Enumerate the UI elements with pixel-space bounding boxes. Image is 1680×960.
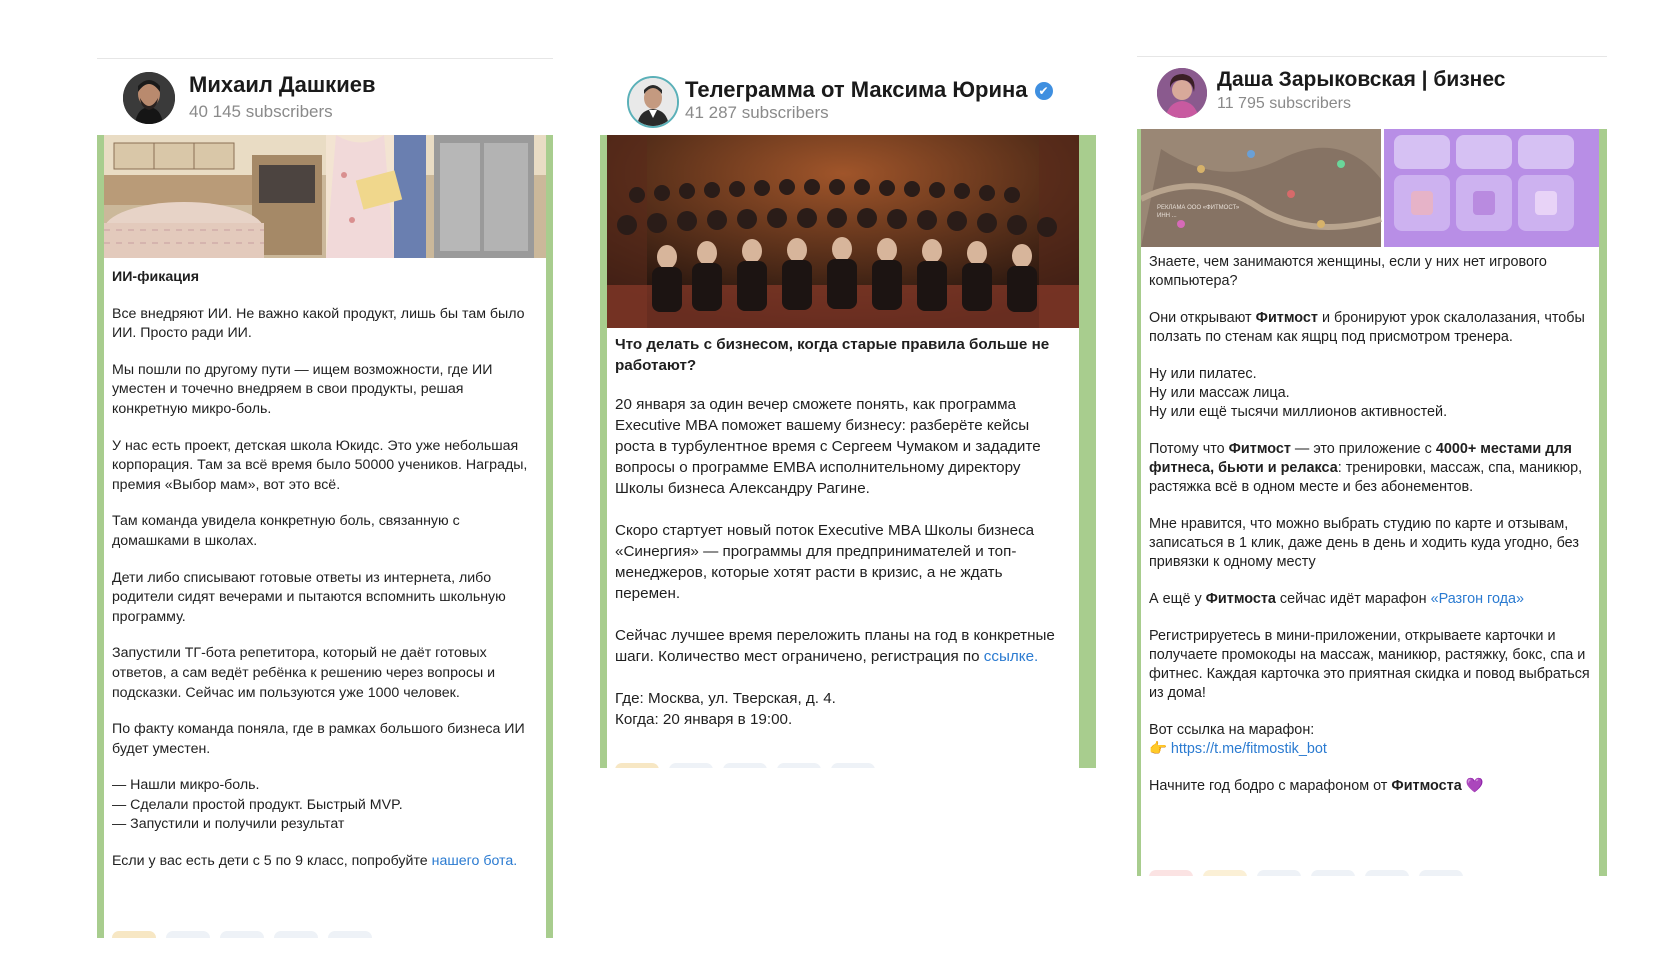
channel-header[interactable]: [97, 58, 553, 136]
paragraph-text: Если у вас есть дети с 5 по 9 класс, попробуйте: [112, 853, 432, 870]
list-item: Ну или ещё тысячи миллионов активностей.: [1149, 404, 1448, 420]
reactions-row[interactable]: [112, 931, 382, 938]
paragraph: Скоро стартует новый поток Executive MBA Школы бизнеса «Синергия» — программы для предпринимателей и топ-менеджеров, которые хотят расти в кризис, а не ждать перемен.: [615, 522, 1035, 602]
event-time: Когда: 20 января в 19:00.: [615, 711, 793, 728]
highlight-text: 4000+ местами для фитнеса, бьюти и релакса: [1149, 441, 1572, 476]
paragraph: [1149, 440, 1591, 497]
paragraph: Запустили ТГ-бота репетитора, который не даёт готовых ответов, а сам ведёт ребёнка к решению через вопросы и подсказки. Сейчас им пользуются уже 1000 человек.: [112, 645, 496, 701]
list-item: — Сделали простой продукт. Быстрый MVP.: [112, 796, 403, 813]
reaction-chip[interactable]: [723, 763, 767, 768]
post-heading: ИИ-фикация: [112, 269, 199, 285]
reaction-chip[interactable]: [777, 763, 821, 768]
ad-caption-2: ИНН ...: [1157, 213, 1177, 219]
channel-avatar[interactable]: [627, 76, 679, 128]
channel-title-text: Телеграмма от Максима Юрина: [685, 77, 1028, 102]
reaction-chip[interactable]: [1149, 870, 1193, 876]
channel-avatar[interactable]: [123, 72, 175, 124]
post-card-2: [600, 58, 1096, 768]
purple-heart-icon: 💜: [1465, 778, 1484, 794]
brand-name: Фитмоста: [1391, 778, 1462, 794]
reaction-chip[interactable]: [831, 763, 875, 768]
paragraph-text: Сейчас лучшее время переложить планы на год в конкретные шаги. Количество мест ограничено, регистрация по: [615, 627, 1055, 665]
channel-title[interactable]: [685, 77, 1053, 103]
event-details: [615, 688, 1071, 730]
activity-list: [1149, 365, 1591, 422]
ad-caption: РЕКЛАМА ООО «ФИТМОСТ»: [1157, 205, 1240, 211]
paragraph: [615, 625, 1071, 667]
verified-icon: ✔: [1035, 82, 1053, 100]
list-item: Ну или массаж лица.: [1149, 385, 1290, 401]
paragraph-text: Начните год бодро с марафоном от: [1149, 778, 1392, 794]
post-image[interactable]: [1141, 129, 1599, 247]
reaction-chip[interactable]: [1419, 870, 1463, 876]
paragraph: Мы пошли по другому пути — ищем возможности, где ИИ уместен и точечно внедряем в свои продукты, решая конкретную микро-боль.: [112, 361, 493, 417]
channel-header[interactable]: [600, 58, 1096, 136]
channel-title[interactable]: Михаил Дашкиев: [189, 72, 376, 97]
paragraph: [1149, 309, 1591, 347]
channel-title[interactable]: Даша Зарыковская | бизнес: [1217, 68, 1506, 91]
bot-link[interactable]: https://t.me/fitmostik_bot: [1170, 741, 1327, 757]
post-text: [1149, 253, 1591, 796]
subscriber-count: 40 145 subscribers: [189, 102, 333, 121]
brand-name: Фитмоста: [1205, 591, 1276, 607]
post-card-1: [97, 58, 553, 938]
list-item: — Нашли микро-боль.: [112, 777, 260, 794]
post-background: [1137, 129, 1607, 876]
reactions-row[interactable]: [1149, 870, 1473, 876]
post-card-3: [1137, 56, 1607, 876]
list-item: Ну или пилатес.: [1149, 366, 1257, 382]
paragraph-text: : тренировки, массаж, спа, маникюр, растяжка всё в одном месте и без абонементов.: [1149, 460, 1583, 495]
post-background: [97, 135, 553, 938]
post-image[interactable]: [104, 135, 546, 258]
reaction-chip[interactable]: [669, 763, 713, 768]
reaction-chip[interactable]: [328, 931, 372, 938]
paragraph: [1149, 721, 1591, 759]
paragraph: [1149, 777, 1591, 796]
subscriber-count: 11 795 subscribers: [1217, 95, 1351, 112]
reaction-chip[interactable]: [112, 931, 156, 938]
brand-name: Фитмост: [1228, 441, 1291, 457]
paragraph: 20 января за один вечер сможете понять, как программа Executive MBA поможет вашему бизнесу: разберёте кейсы роста в турбулентное время с Сергеем Чумаком и зададите вопросы о программе EMBA исполнительному директору Школы бизнеса Александру Рагине.: [615, 396, 1041, 497]
pointing-hand-icon: 👉: [1149, 741, 1167, 757]
reaction-chip[interactable]: [220, 931, 264, 938]
reaction-chip[interactable]: [615, 763, 659, 768]
paragraph: [112, 852, 538, 872]
channel-avatar[interactable]: [1157, 68, 1207, 118]
paragraph-text: — это приложение с: [1290, 441, 1436, 457]
channel-header[interactable]: [1137, 56, 1607, 134]
brand-name: Фитмост: [1255, 310, 1318, 326]
reaction-chip[interactable]: [1203, 870, 1247, 876]
reaction-chip[interactable]: [274, 931, 318, 938]
subscriber-count: 41 287 subscribers: [685, 103, 829, 122]
paragraph: Знаете, чем занимаются женщины, если у них нет игрового компьютера?: [1149, 254, 1547, 289]
paragraph: По факту команда поняла, где в рамках большого бизнеса ИИ будет уместен.: [112, 721, 525, 757]
message-bubble: [607, 135, 1079, 768]
paragraph-text: А ещё у: [1149, 591, 1206, 607]
paragraph-text: сейчас идёт марафон: [1275, 591, 1431, 607]
post-text: [615, 334, 1071, 730]
paragraph: Все внедряют ИИ. Не важно какой продукт, лишь бы там было ИИ. Просто ради ИИ.: [112, 305, 525, 342]
paragraph: Дети либо списывают готовые ответы из интернета, либо родители сидят вечерами и пытаются вспомнить школьную программу.: [112, 569, 506, 625]
post-background: [600, 135, 1096, 768]
paragraph: Мне нравится, что можно выбрать студию по карте и отзывам, записаться в 1 клик, даже день в день и ходить куда угодно, без привязки к одному месту: [1149, 516, 1579, 570]
list-item: — Запустили и получили результат: [112, 816, 345, 833]
paragraph-text: Потому что: [1149, 441, 1229, 457]
paragraph-text: и бронируют урок скалолазания, чтобы ползать по стенам как ящрц под присмотром тренера.: [1149, 310, 1585, 345]
paragraph-text: Они открывают: [1149, 310, 1256, 326]
post-heading: Что делать с бизнесом, когда старые правила больше не работают?: [615, 336, 1050, 374]
registration-link[interactable]: ссылке.: [983, 648, 1039, 665]
reaction-chip[interactable]: [1365, 870, 1409, 876]
reaction-chip[interactable]: [1257, 870, 1301, 876]
reaction-chip[interactable]: [166, 931, 210, 938]
post-text: [112, 268, 538, 889]
post-image[interactable]: [607, 135, 1079, 328]
paragraph: [1149, 590, 1591, 609]
paragraph-text: Вот ссылка на марафон:: [1149, 722, 1315, 738]
marathon-link[interactable]: «Разгон года»: [1430, 591, 1525, 607]
paragraph: Там команда увидела конкретную боль, связанную с домашками в школах.: [112, 513, 460, 549]
paragraph: У нас есть проект, детская школа Юкидс. Это уже небольшая корпорация. Там за всё время было 50000 учеников. Награды, премия «Выбор мам», вот это всё.: [112, 437, 528, 493]
message-bubble: [104, 135, 546, 938]
bot-link[interactable]: нашего бота.: [431, 853, 518, 870]
reactions-row[interactable]: [615, 763, 885, 768]
paragraph: Регистрируетесь в мини-приложении, открываете карточки и получаете промокоды на массаж, маникюр, растяжку, бокс, спа и фитнес. Каждая карточка это приятная скидка и повод выбраться из дома!: [1149, 628, 1590, 701]
bullet-list: [112, 776, 538, 835]
message-bubble: [1141, 129, 1599, 876]
reaction-chip[interactable]: [1311, 870, 1355, 876]
event-location: Где: Москва, ул. Тверская, д. 4.: [615, 690, 836, 707]
